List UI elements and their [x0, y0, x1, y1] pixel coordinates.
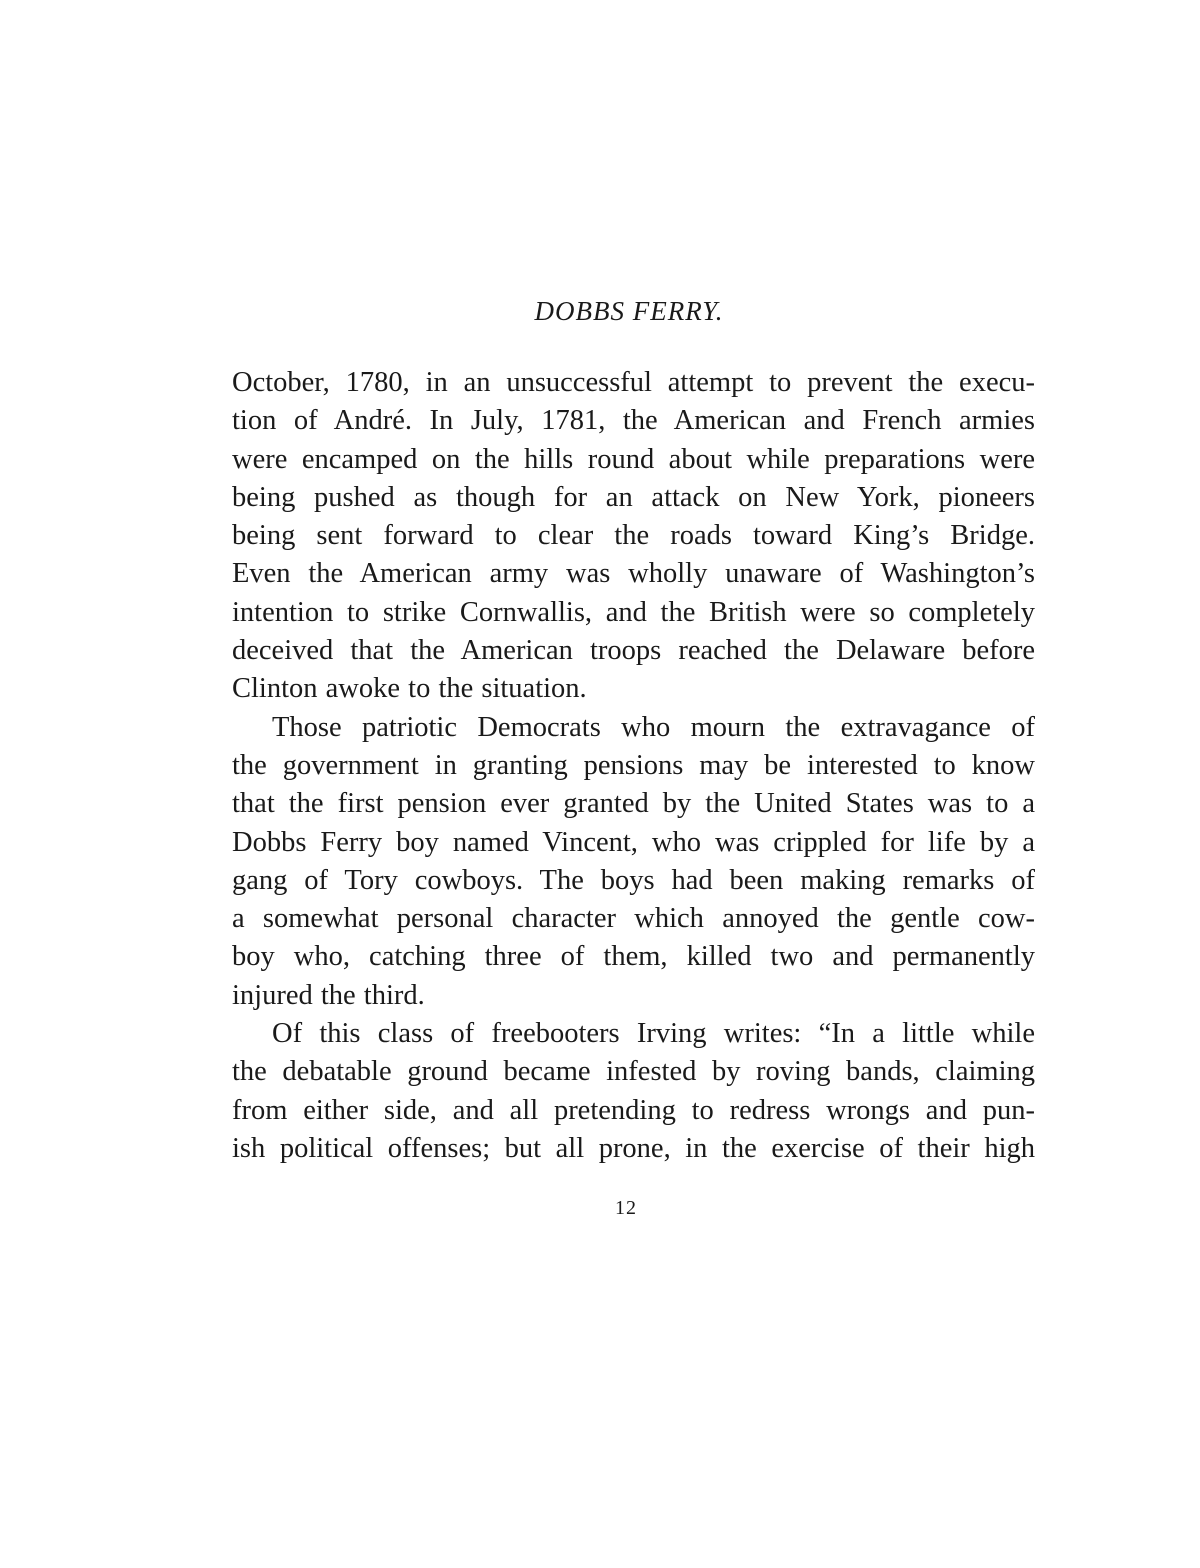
text-line: Dobbs Ferry boy named Vincent, who was crippled for life by a — [232, 826, 1035, 858]
text-line: deceived that the American troops reached the Delaware before — [232, 635, 1035, 667]
text-line: ish political offenses; but all prone, in the exercise of their high — [232, 1132, 1035, 1164]
text-line: tion of André. In July, 1781, the American and French armies — [232, 405, 1035, 437]
text-line: October, 1780, in an unsuccessful attempt to prevent the execu- — [232, 367, 1035, 398]
text-line: the debatable ground became infested by roving bands, claiming — [232, 1056, 1035, 1088]
page-number: 12 — [615, 1197, 637, 1219]
text-line: being pushed as though for an attack on New York, pioneers — [232, 481, 1035, 513]
text-line: being sent forward to clear the roads toward King’s Bridge. — [232, 520, 1035, 552]
paragraph — [232, 709, 1035, 1015]
text-line: the government in granting pensions may be interested to know — [232, 749, 1035, 781]
text-line: Even the American army was wholly unaware of Washington’s — [232, 558, 1035, 590]
text-line: boy who, catching three of them, killed two and permanently — [232, 941, 1035, 973]
text-line: that the first pension ever granted by the United States was to a — [232, 788, 1035, 820]
body-text — [232, 364, 1035, 1168]
text-line: gang of Tory cowboys. The boys had been making remarks of — [232, 864, 1035, 896]
paragraph — [232, 1015, 1035, 1168]
text-line: Those patriotic Democrats who mourn the extravagance of — [272, 711, 1035, 743]
text-line: Of this class of freebooters Irving writes: “In a little while — [272, 1018, 1035, 1050]
text-line: from either side, and all pretending to redress wrongs and pun- — [232, 1094, 1035, 1126]
text-line: intention to strike Cornwallis, and the British were so completely — [232, 596, 1035, 628]
text-line: a somewhat personal character which annoyed the gentle cow- — [232, 903, 1035, 935]
text-line: injured the third. — [232, 979, 425, 1011]
text-line: were encamped on the hills round about while preparations were — [232, 443, 1035, 475]
paragraph — [232, 364, 1035, 709]
running-head: DOBBS FERRY. — [534, 296, 724, 326]
text-line: Clinton awoke to the situation. — [232, 673, 587, 705]
